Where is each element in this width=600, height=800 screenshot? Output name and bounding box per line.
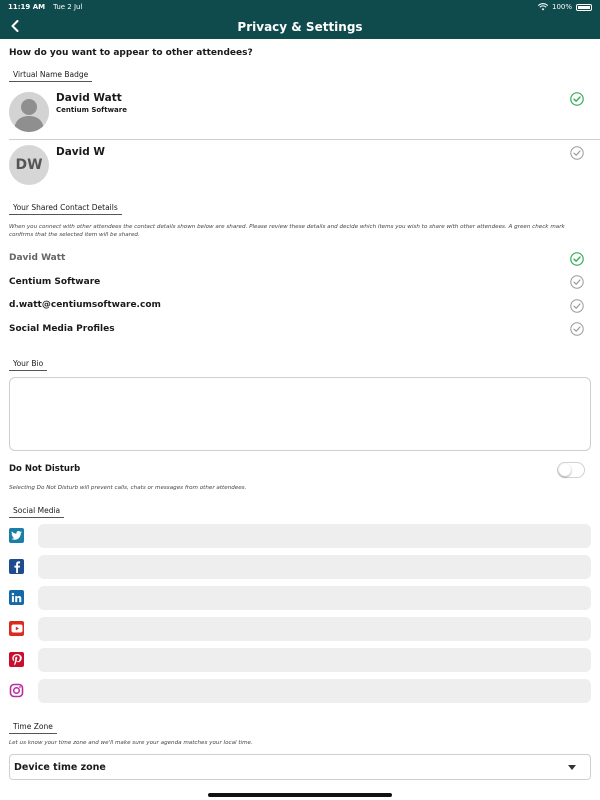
chevron-down-icon: [568, 765, 576, 770]
badge-name: David Watt: [56, 92, 122, 104]
contact-item-name[interactable]: David Watt: [9, 253, 66, 263]
time-zone-select[interactable]: [9, 754, 591, 780]
divider: [9, 139, 600, 140]
check-selected-icon: [570, 92, 584, 106]
battery-percent: 100%: [551, 3, 572, 11]
check-unselected-icon[interactable]: [570, 299, 584, 313]
status-date: Tue 2 Jul: [53, 3, 83, 11]
dnd-help: Selecting Do Not Disturb will prevent calls, chats or messages from other attendees.: [9, 485, 247, 491]
badge-name: David W: [56, 146, 105, 158]
page-title: Privacy & Settings: [237, 19, 363, 34]
twitter-input[interactable]: [38, 524, 591, 548]
contact-item-email[interactable]: d.watt@centiumsoftware.com: [9, 300, 161, 310]
badge-company: Centium Software: [56, 106, 127, 114]
home-indicator: [208, 793, 392, 797]
instagram-input[interactable]: [38, 679, 591, 703]
youtube-icon: [9, 621, 24, 636]
appearance-question: How do you want to appear to other attendees?: [9, 48, 253, 58]
shared-contact-label: Your Shared Contact Details: [9, 203, 122, 215]
contact-item-company[interactable]: Centium Software: [9, 277, 101, 287]
avatar: [9, 92, 49, 132]
back-button[interactable]: [8, 17, 22, 35]
shared-contact-help: When you connect with other attendees the contact details shown below are shared. Please review these details and decide which items you wish to share with other attendees. A green check mark confirms that the selected item will be shared.: [9, 224, 565, 238]
bio-textarea[interactable]: [9, 377, 591, 451]
chevron-left-icon: [11, 20, 19, 32]
youtube-input[interactable]: [38, 617, 591, 641]
dnd-label: Do Not Disturb: [9, 464, 81, 474]
battery-icon: [576, 4, 592, 11]
badge-option-full-name[interactable]: [0, 87, 600, 137]
check-selected-icon[interactable]: [570, 252, 584, 266]
check-unselected-icon[interactable]: [570, 275, 584, 289]
linkedin-icon: [9, 590, 24, 605]
status-time: 11:19 AM: [8, 3, 46, 11]
pinterest-input[interactable]: [38, 648, 591, 672]
twitter-icon: [9, 528, 24, 543]
check-unselected-icon[interactable]: [570, 322, 584, 336]
time-zone-label: Time Zone: [9, 722, 57, 734]
social-media-label: Social Media: [9, 506, 64, 518]
linkedin-input[interactable]: [38, 586, 591, 610]
status-right: [538, 3, 592, 11]
person-silhouette-icon: [9, 92, 49, 132]
pinterest-icon: [9, 652, 24, 667]
contact-item-social[interactable]: Social Media Profiles: [9, 324, 115, 334]
time-zone-help: Let us know your time zone and we'll make sure your agenda matches your local time.: [9, 740, 253, 746]
facebook-input[interactable]: [38, 555, 591, 579]
dnd-toggle[interactable]: [557, 462, 585, 478]
instagram-icon: [9, 683, 24, 698]
badge-option-short-name[interactable]: [0, 143, 600, 189]
toggle-knob: [559, 464, 571, 476]
check-unselected-icon: [570, 146, 584, 160]
status-bar: [0, 0, 600, 14]
wifi-icon: [538, 3, 548, 11]
bio-label: Your Bio: [9, 359, 47, 371]
facebook-icon: [9, 559, 24, 574]
nav-bar: [0, 14, 600, 39]
avatar-initials: DW: [9, 145, 49, 185]
time-zone-value: Device time zone: [14, 761, 106, 773]
virtual-badge-label: Virtual Name Badge: [9, 70, 92, 82]
